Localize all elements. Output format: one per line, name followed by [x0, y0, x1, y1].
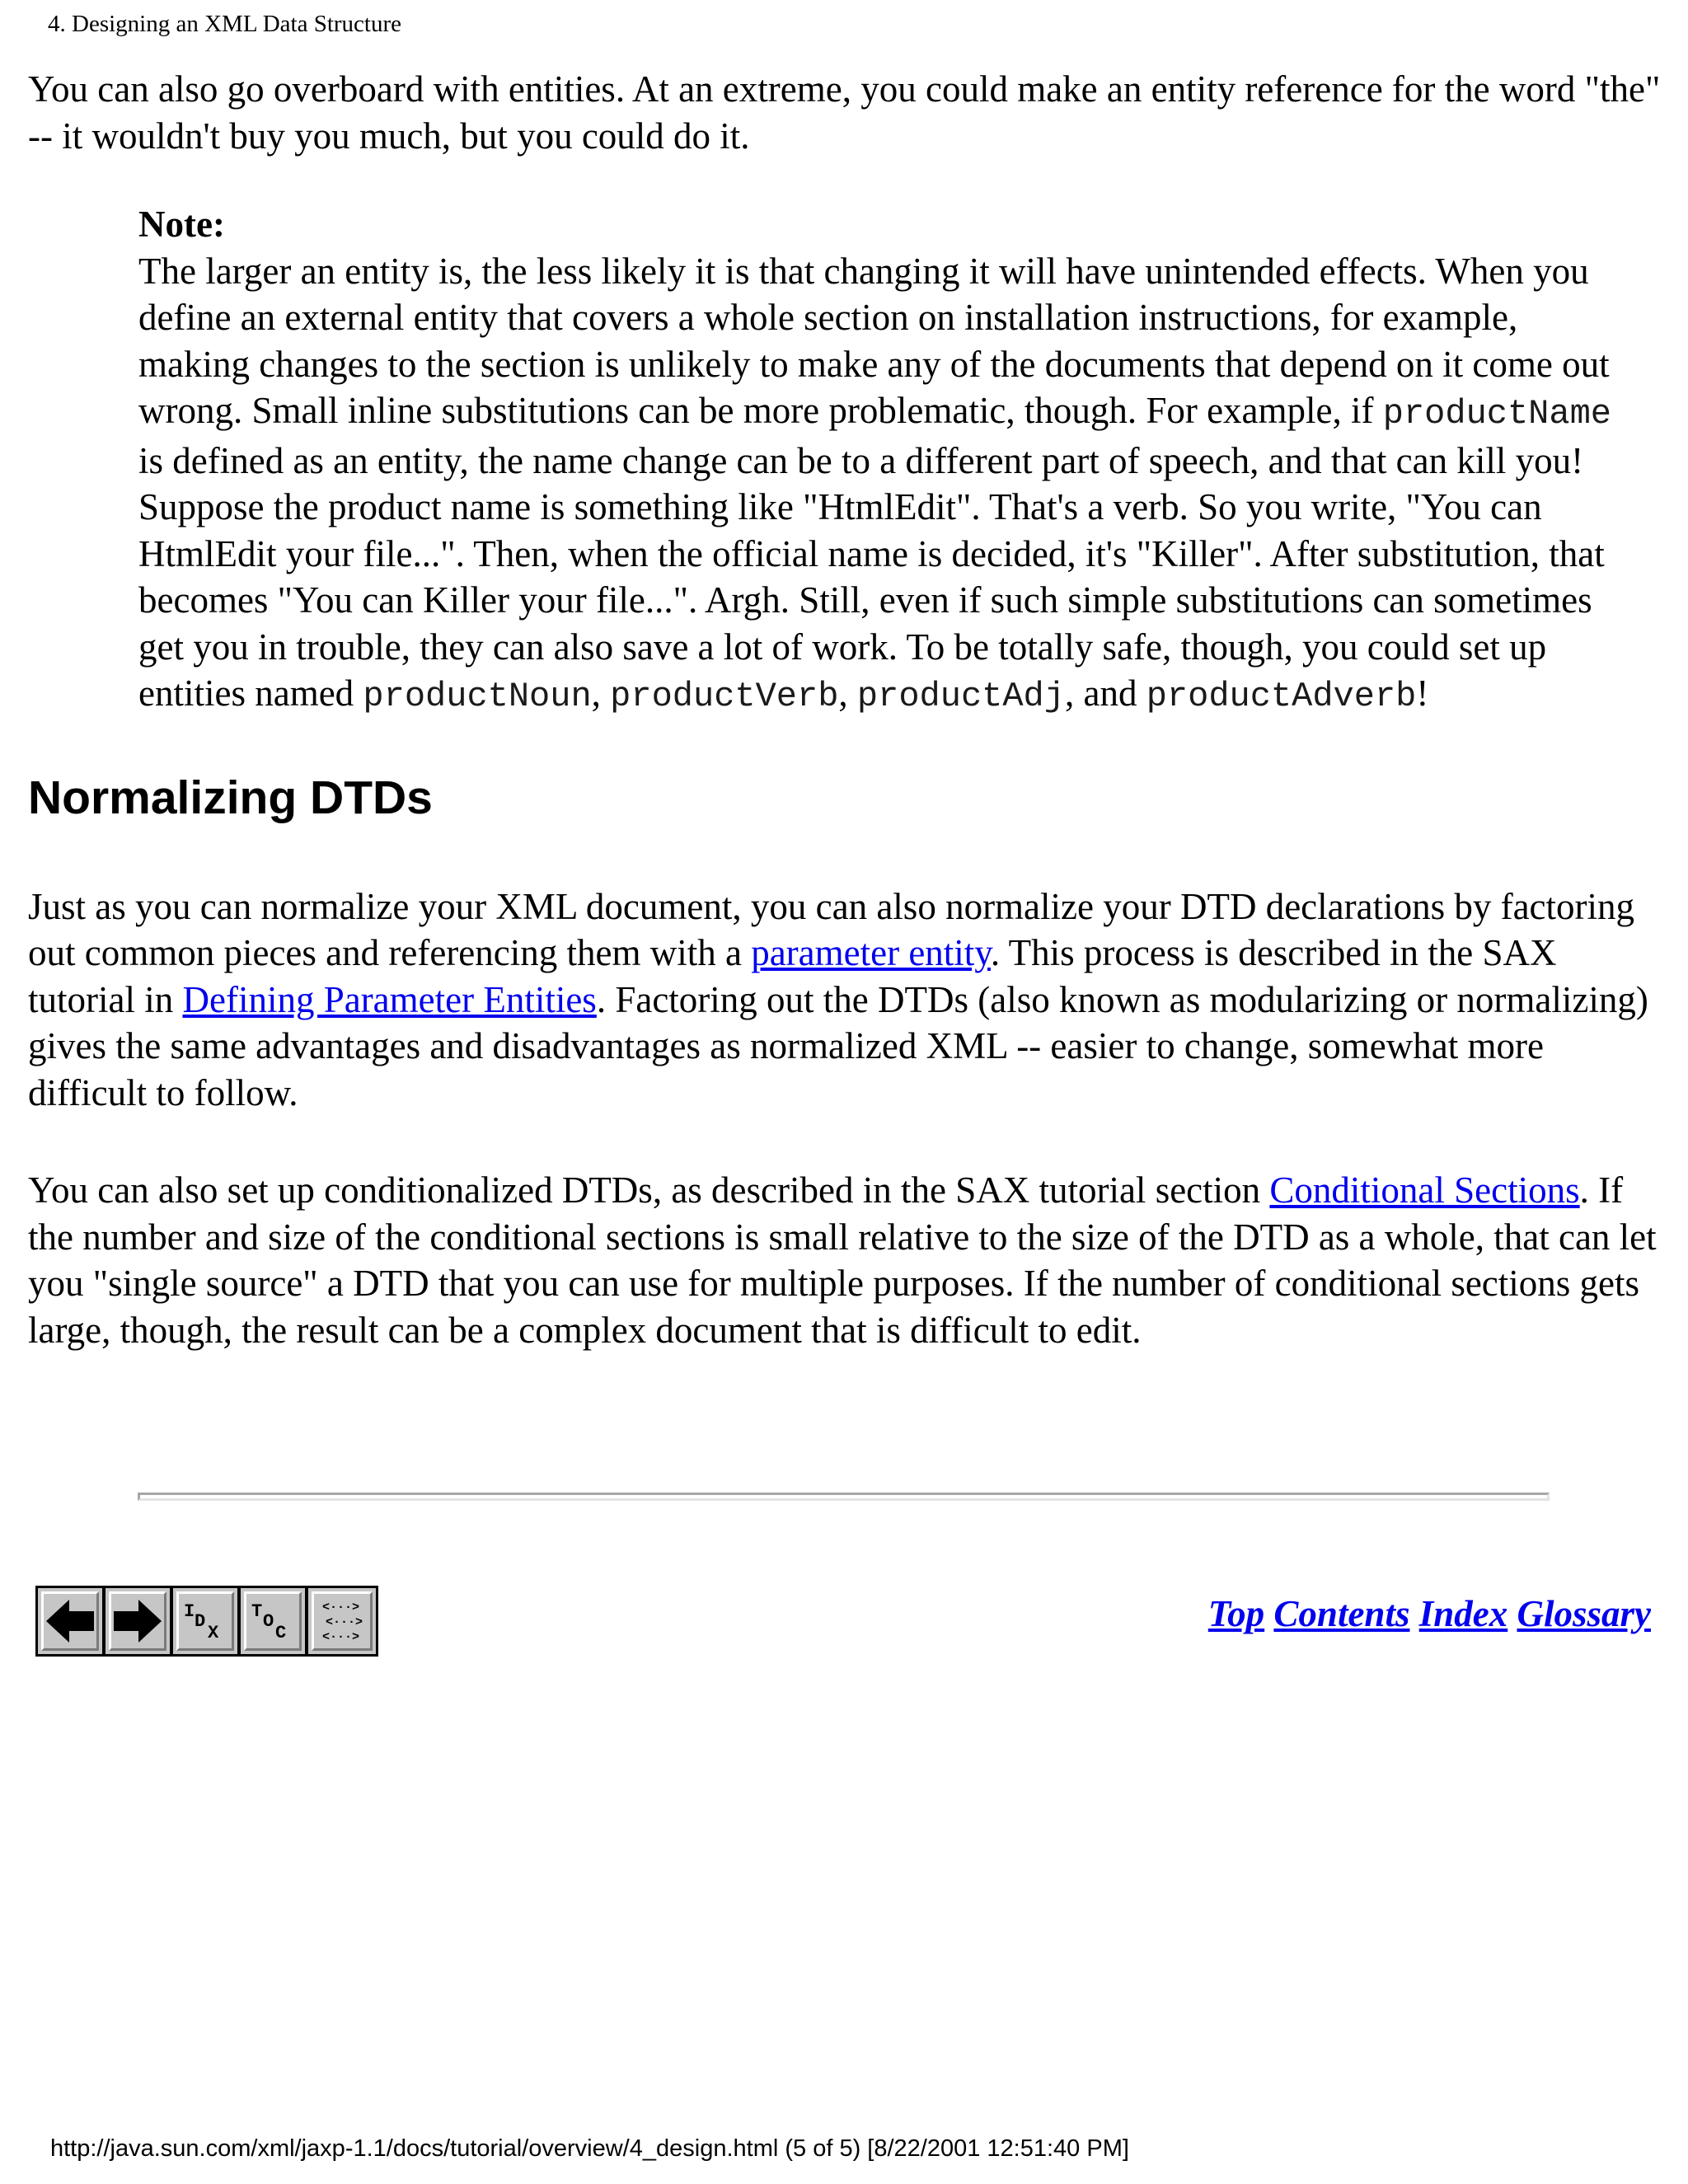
- svg-text:<···>: <···>: [322, 1601, 360, 1615]
- index-icon: [181, 1596, 230, 1646]
- note-separator: , and: [1064, 673, 1146, 714]
- arrow-left-icon: [45, 1598, 96, 1644]
- previous-button[interactable]: [38, 1588, 106, 1654]
- svg-text:O: O: [263, 1611, 274, 1632]
- conditional-sections-link[interactable]: Conditional Sections: [1269, 1169, 1580, 1211]
- defining-parameter-entities-link[interactable]: Defining Parameter Entities: [182, 978, 597, 1020]
- document-body: [28, 66, 1664, 1353]
- glossary-icon: [317, 1596, 367, 1647]
- section-heading: Normalizing DTDs: [28, 771, 433, 824]
- footer-links: [1208, 1591, 1651, 1637]
- horizontal-rule: [138, 1493, 1550, 1501]
- svg-text:<···>: <···>: [326, 1615, 363, 1629]
- note-text: is defined as an entity, the name change can be to a different part of speech, and that can kill you! Suppose the product name is something like "HtmlEdit". That's a verb. So you write, "You can HtmlEdit your file...". Then, when the official name is decided, it's "Killer". After substitution, that becomes "You can Killer your file...". Argh. Still, even if such simple substitutions can sometimes get you in trouble, they can also save a lot of work. To be totally safe, though, you could set up entities named: [138, 439, 1605, 714]
- toc-icon: [248, 1596, 298, 1646]
- svg-text:I: I: [184, 1601, 195, 1622]
- code-product-verb: productVerb: [610, 677, 839, 716]
- code-product-name: productName: [1382, 394, 1611, 434]
- print-footer-url: http://java.sun.com/xml/jaxp-1.1/docs/tutorial/overview/4_design.html (5 of 5) [8/22/2001 12:51:40 PM]: [50, 2135, 1129, 2162]
- note-end: !: [1416, 673, 1429, 714]
- intro-paragraph: You can also go overboard with entities. At an extreme, you could make an entity reference for the word "the" -- it wouldn't buy you much, but you could do it.: [28, 68, 1661, 157]
- normalizing-paragraph: [28, 883, 1664, 1117]
- toc-button[interactable]: [241, 1588, 308, 1654]
- note-label: Note:: [138, 204, 225, 245]
- note-separator: ,: [838, 673, 857, 714]
- note-block: [138, 201, 1622, 720]
- conditional-paragraph: [28, 1167, 1664, 1353]
- code-product-noun: productNoun: [363, 677, 592, 716]
- note-separator: ,: [591, 673, 611, 714]
- svg-text:<···>: <···>: [322, 1630, 360, 1644]
- paragraph-text: . This process is described in the SAX tutorial in: [28, 932, 1557, 1020]
- glossary-button[interactable]: [308, 1588, 376, 1654]
- svg-text:X: X: [208, 1623, 219, 1643]
- nav-button-bar: [35, 1586, 378, 1657]
- top-link[interactable]: Top: [1207, 1593, 1265, 1634]
- index-link[interactable]: Index: [1418, 1593, 1508, 1634]
- svg-text:C: C: [275, 1623, 287, 1643]
- note-text: The larger an entity is, the less likely it is that changing it will have unintended effects. When you define an external entity that covers a whole section on installation instructions, for example, making changes to the section is unlikely to make any of the documents that depend on it come out wrong. Small inline substitutions can be more problematic, though. For example, if: [138, 250, 1610, 431]
- paragraph-text: . If the number and size of the conditional sections is small relative to the size of the DTD as a whole, that can let you "single source" a DTD that you can use for multiple purposes. If the number of conditional sections gets large, though, the result can be a complex document that is difficult to edit.: [28, 1169, 1657, 1351]
- next-button[interactable]: [106, 1588, 173, 1654]
- arrow-right-icon: [112, 1598, 163, 1644]
- glossary-link[interactable]: Glossary: [1517, 1593, 1651, 1634]
- paragraph-text: Just as you can normalize your XML document, you can also normalize your DTD declarations by factoring out common pieces and referencing them with a: [28, 885, 1635, 973]
- parameter-entity-link[interactable]: parameter entity: [751, 932, 991, 973]
- page-header: 4. Designing an XML Data Structure: [48, 11, 401, 37]
- paragraph-text: You can also set up conditionalized DTDs, as described in the SAX tutorial section: [28, 1169, 1270, 1211]
- contents-link[interactable]: Contents: [1273, 1593, 1410, 1634]
- svg-text:T: T: [251, 1601, 263, 1622]
- index-button[interactable]: [173, 1588, 241, 1654]
- paragraph-text: . Factoring out the DTDs (also known as modularizing or normalizing) gives the same advantages and disadvantages as normalized XML -- easier to change, somewhat more difficult to follow.: [28, 978, 1648, 1113]
- code-product-adj: productAdj: [856, 677, 1065, 716]
- svg-text:D: D: [195, 1611, 206, 1632]
- code-product-adverb: productAdverb: [1146, 677, 1417, 716]
